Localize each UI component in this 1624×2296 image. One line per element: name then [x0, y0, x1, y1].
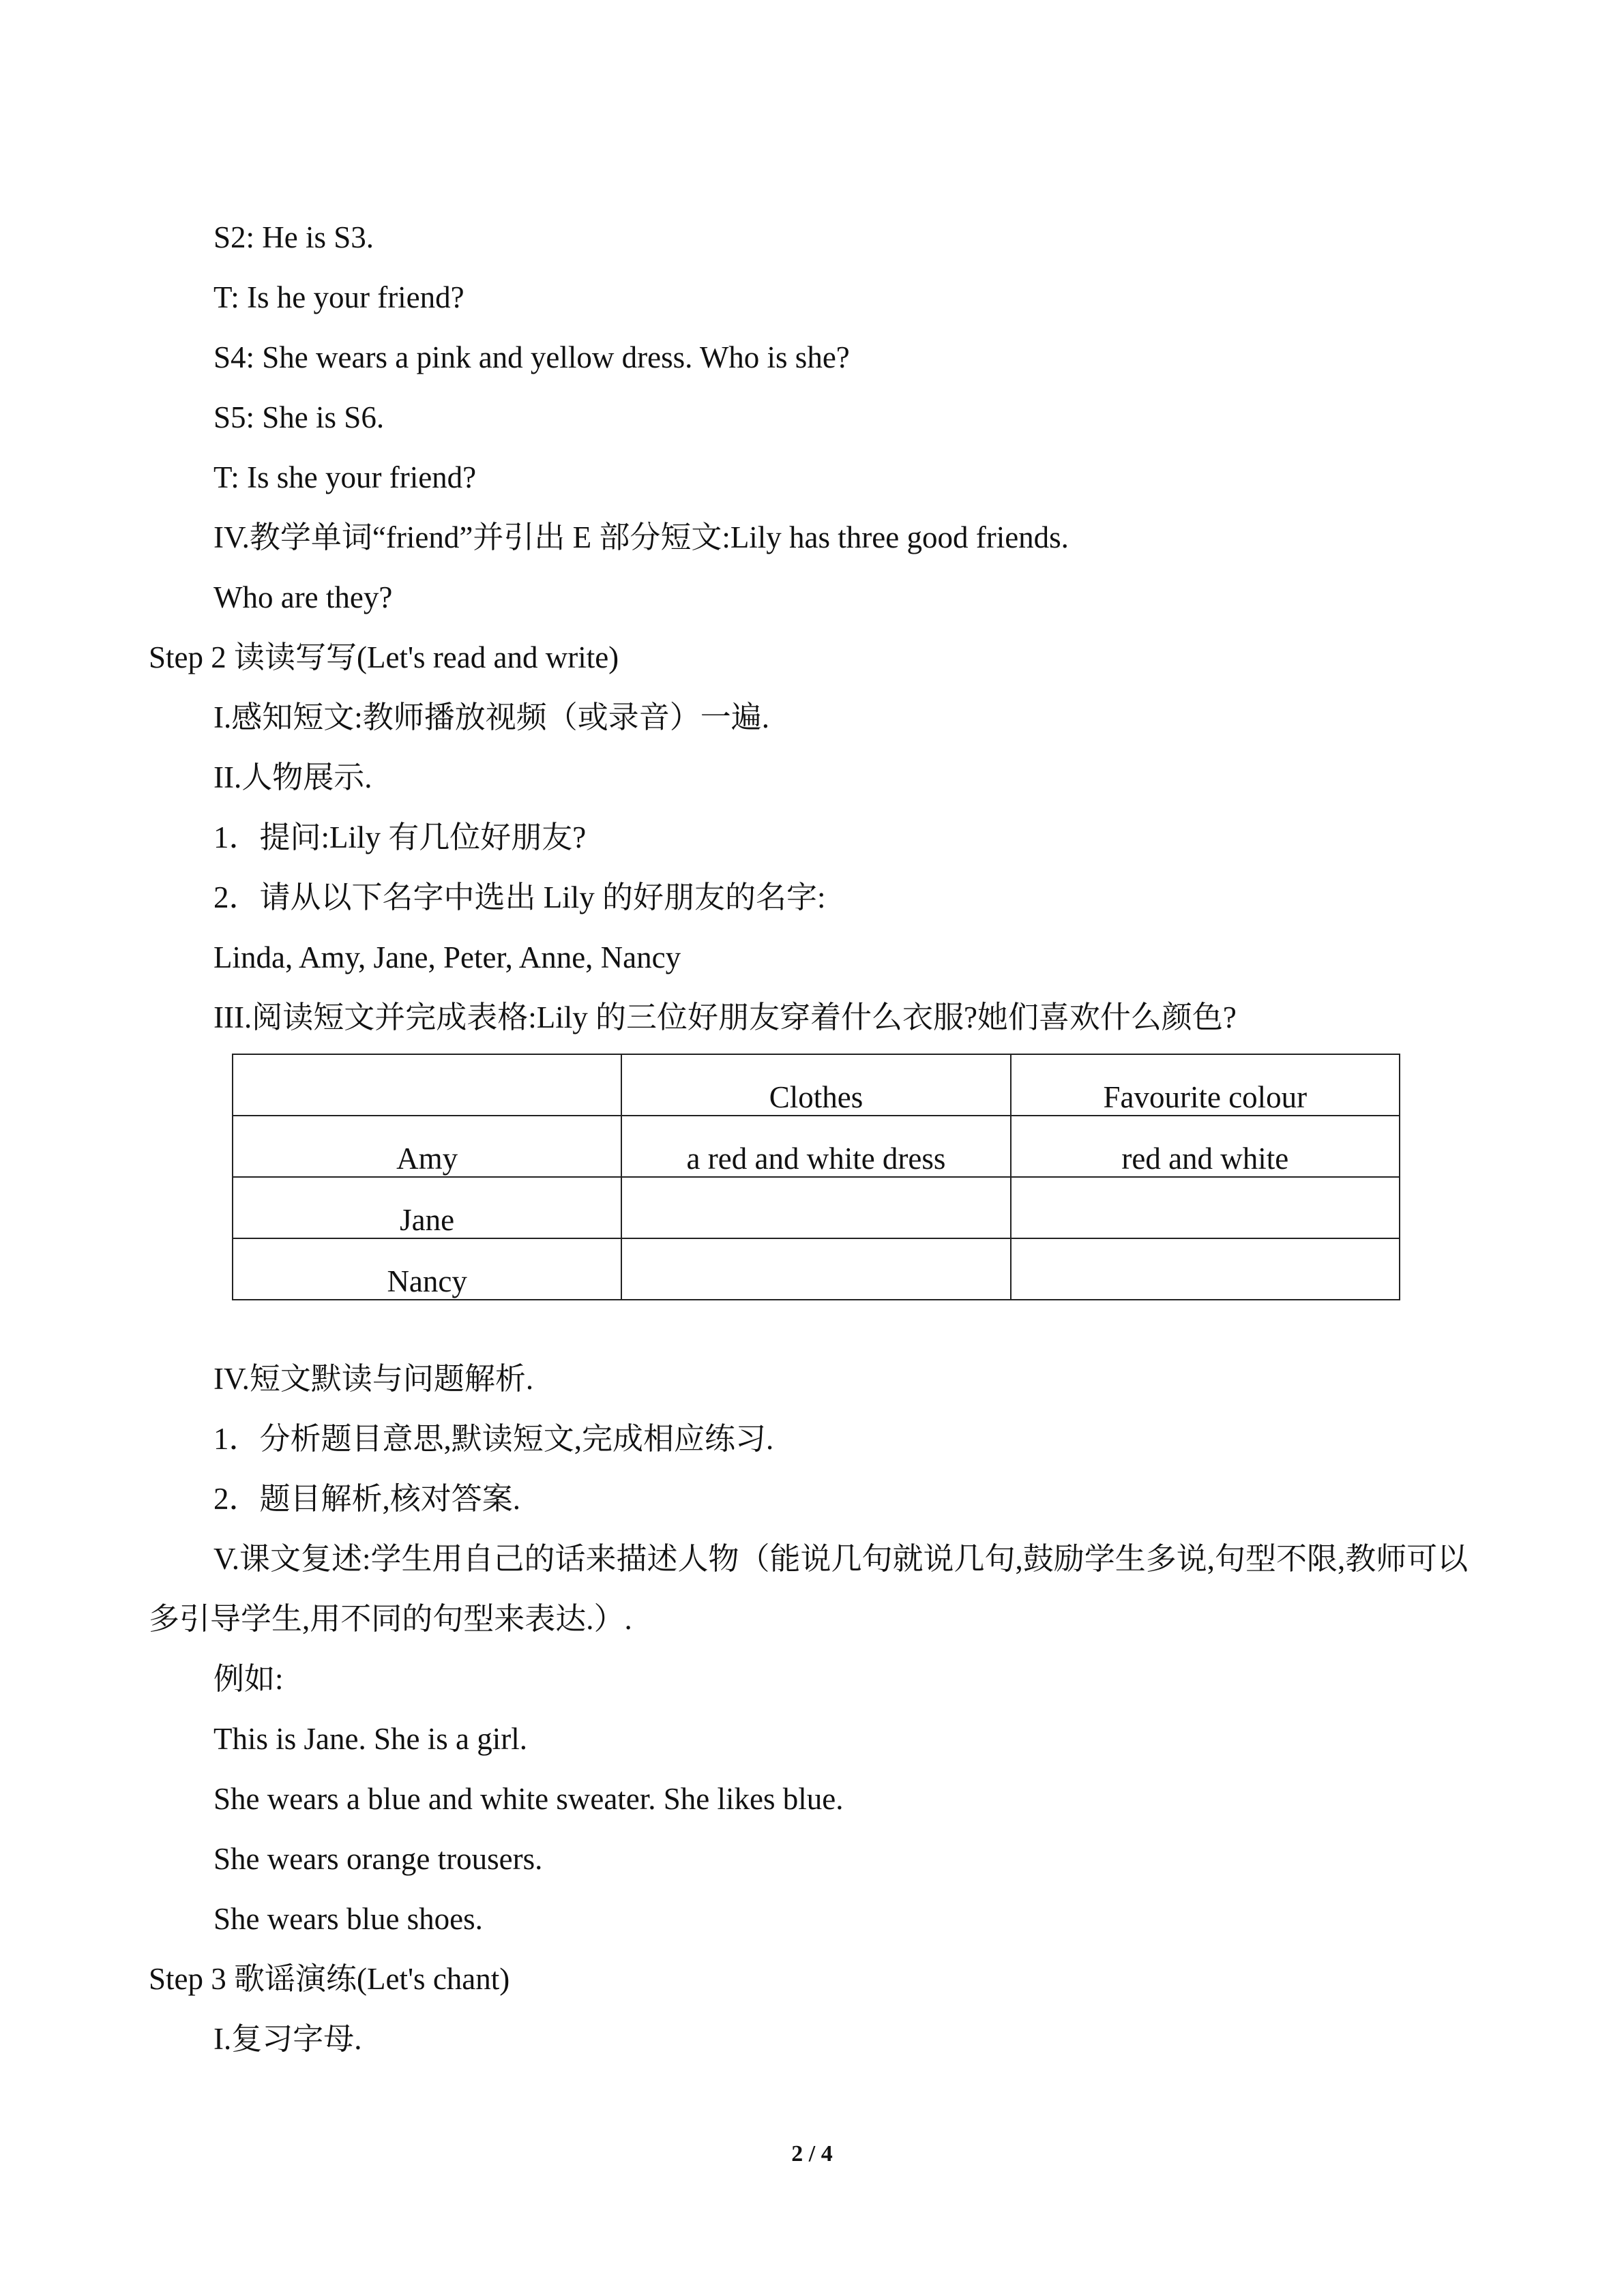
table-row	[233, 1177, 1400, 1238]
table-cell	[1011, 1238, 1400, 1300]
table-cell: Nancy	[233, 1238, 621, 1300]
section-item: I.复习字母.	[213, 2022, 362, 2056]
table-cell	[233, 1054, 621, 1116]
table-cell: red and white	[1011, 1116, 1400, 1177]
table-cell	[1011, 1177, 1400, 1238]
section-item: IV.教学单词“friend”并引出 E 部分短文:Lily has three good friends.	[213, 520, 1069, 554]
dialogue-line: T: Is he your friend?	[213, 280, 464, 314]
friends-table	[232, 1054, 1400, 1300]
example-label: 例如:	[213, 1662, 284, 1696]
name-list: Linda, Amy, Jane, Peter, Anne, Nancy	[213, 940, 681, 974]
example-line: She wears orange trousers.	[213, 1842, 543, 1876]
numbered-item: 2．请从以下名字中选出 Lily 的好朋友的名字:	[213, 880, 826, 914]
example-line: She wears a blue and white sweater. She likes blue.	[213, 1782, 844, 1816]
table-header-cell: Clothes	[621, 1054, 1010, 1116]
table-row	[233, 1116, 1400, 1177]
table-header-cell: Favourite colour	[1011, 1054, 1400, 1116]
section-item: I.感知短文:教师播放视频（或录音）一遍.	[213, 700, 769, 734]
table-cell	[621, 1238, 1010, 1300]
dialogue-line: S5: She is S6.	[213, 400, 385, 434]
section-item: IV.短文默读与问题解析.	[213, 1362, 534, 1396]
numbered-item: 2．题目解析,核对答案.	[213, 1482, 521, 1516]
section-item: III.阅读短文并完成表格:Lily 的三位好朋友穿着什么衣服?她们喜欢什么颜色?	[213, 1000, 1237, 1034]
dialogue-line: T: Is she your friend?	[213, 460, 477, 494]
table-cell: Jane	[233, 1177, 621, 1238]
page-number: 2 / 4	[791, 2141, 833, 2166]
dialogue-line: S4: She wears a pink and yellow dress. Who is she?	[213, 340, 850, 374]
table-cell	[621, 1177, 1010, 1238]
section-item: V.课文复述:学生用自己的话来描述人物（能说几句就说几句,鼓励学生多说,句型不限,教师可以多引导学生,用不同的句型来表达.）.	[149, 1542, 1468, 1636]
section-item: II.人物展示.	[213, 760, 372, 794]
table-header-row	[233, 1054, 1400, 1116]
numbered-item: 1．分析题目意思,默读短文,完成相应练习.	[213, 1422, 774, 1456]
table-cell: a red and white dress	[621, 1116, 1010, 1177]
step-heading: Step 3 歌谣演练(Let's chant)	[149, 1962, 510, 1996]
table-row	[233, 1238, 1400, 1300]
dialogue-line: S2: He is S3.	[213, 220, 374, 254]
example-line: She wears blue shoes.	[213, 1902, 483, 1936]
table-cell: Amy	[233, 1116, 621, 1177]
step-heading: Step 2 读读写写(Let's read and write)	[149, 640, 619, 674]
example-line: This is Jane. She is a girl.	[213, 1722, 527, 1756]
numbered-item: 1．提问:Lily 有几位好朋友?	[213, 820, 587, 854]
section-item: Who are they?	[213, 580, 393, 614]
